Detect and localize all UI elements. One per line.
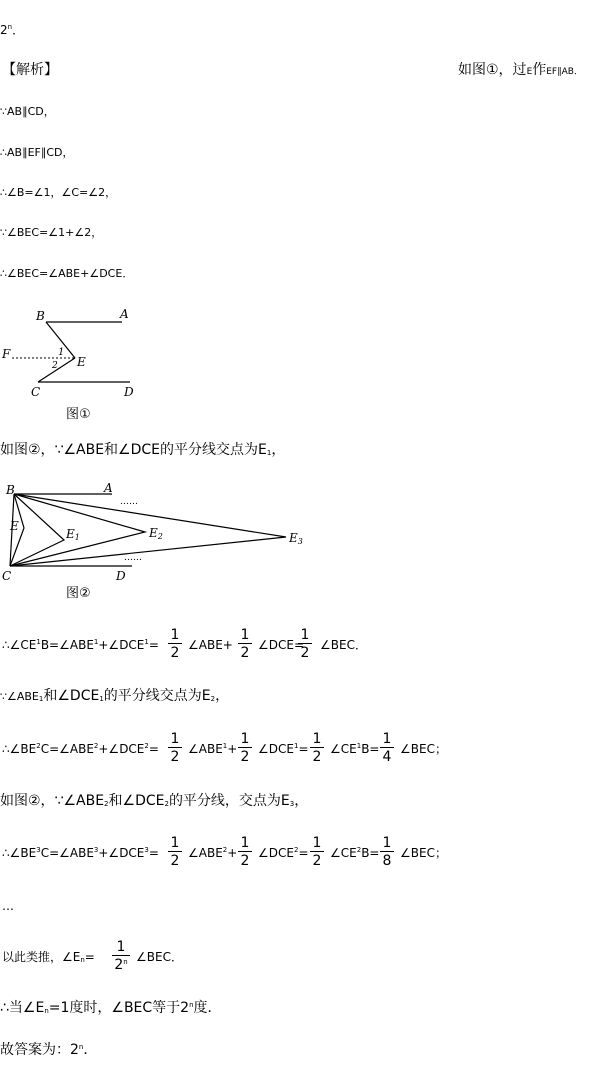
point-b-label: B [6,483,15,497]
fraction-half: $\frac{1}{2}$ [310,731,324,766]
point-a-label: A [120,307,129,321]
eq3-term-3: $\angle CE^2B=$ [330,846,380,860]
answer-top [0,22,24,38]
line-5: ∴∠BEC=∠ABE+∠DCE． [0,267,134,280]
line-1: ∵AB∥CD， [0,105,55,118]
analysis-heading: 【解析】 [2,62,58,78]
fraction-half: $\frac{1}{2}$ [168,835,182,870]
line-6-end: ， [271,442,286,458]
eq1-term-1: ∠ABE+ [188,638,233,652]
fraction-half: $\frac{1}{2}$ [168,627,182,662]
point-c-label: C [2,569,12,580]
fraction-eighth: $\frac{1}{8}$ [380,835,394,870]
final-answer: 故答案为：2$^n$． [0,1042,98,1058]
point-e2-label: E2 [149,526,163,541]
figure-2-diagram [0,480,310,580]
eq3-term-1: $\angle ABE^2+$ [188,846,238,860]
eq3-term-2: $\angle DCE^2=$ [258,846,309,860]
ellipsis: … [2,899,14,913]
analog-lhs: 以此类推，$\angle E_n=$ [2,950,95,964]
line-6-text: 如图②，∵∠ABE和∠DCE的平分线交点为E [0,442,267,458]
line-10: 如图②，$\because\angle ABE_2$和$\angle DCE_2$的平分线，交点为$E_3$， [0,793,309,809]
dots-bottom: …… [124,553,142,563]
figure-1-diagram [0,300,160,402]
eq2-term-3: $\angle CE^1B=$ [330,742,380,756]
point-c-label: C [31,385,41,399]
point-e1-label: E1 [66,527,80,542]
figure-1-caption: 图① [66,407,91,422]
analog-rhs: ∠BEC． [136,950,183,964]
fraction-one-over-2n: $\frac{1}{2^n}$ [112,939,130,974]
line-4: ∵∠BEC=∠1+∠2， [0,226,103,239]
eq2-lhs: $\therefore\angle BE^2C=\angle ABE^2+\angle DCE^2=$ [2,742,159,756]
fraction-half: $\frac{1}{2}$ [298,627,312,662]
point-e3-label: E3 [289,531,303,546]
angle-1-label: 1 [58,347,65,358]
point-f-label: F [2,347,11,361]
line-6 [0,442,285,458]
line-8: $\because\angle ABE_1$和$\angle DCE_1$的平分线交点为$E_2$， [0,688,230,704]
answer-top-base: 2 [0,23,8,37]
intro-text: 如图①，过 [458,62,527,78]
intro-e: E [526,67,533,77]
fraction-half: $\frac{1}{2}$ [310,835,324,870]
point-d-label: D [124,385,134,399]
line-6-sub: 1 [266,449,272,457]
when-line: ∴当$\angle E_n=1$度时，∠BEC等于2$^n$度． [0,1000,222,1016]
point-a-label: A [104,481,113,495]
line-3: ∴∠B=∠1，∠C=∠2， [0,186,117,199]
eq1-term-3: ∠BEC． [320,638,367,652]
intro-text2: 作 [532,62,547,78]
eq1-lhs: $\therefore\angle CE^1B=\angle ABE^1+\angle DCE^1=$ [2,638,159,652]
point-e-label: E [10,519,19,533]
angle-2-label: 2 [52,361,58,371]
intro-right [458,62,583,80]
point-d-label: D [116,569,126,580]
figure-2-caption: 图② [66,586,91,601]
dots-top: …… [120,497,138,507]
fraction-half: $\frac{1}{2}$ [238,731,252,766]
point-e-label: E [77,355,86,369]
fraction-quarter: $\frac{1}{4}$ [380,731,394,766]
answer-top-exp: n [7,23,13,31]
eq2-term-2: $\angle DCE^1=$ [258,742,309,756]
point-b-label: B [36,309,45,323]
eq2-term-1: $\angle ABE^1+$ [188,742,238,756]
eq1-term-2: ∠DCE= [258,638,305,652]
answer-top-end: ． [12,23,25,37]
fraction-half: $\frac{1}{2}$ [238,835,252,870]
eq3-lhs: $\therefore\angle BE^3C=\angle ABE^3+\angle DCE^3=$ [2,846,159,860]
eq3-term-4: ∠BEC； [400,846,447,860]
fraction-half: $\frac{1}{2}$ [238,627,252,662]
fraction-half: $\frac{1}{2}$ [168,731,182,766]
intro-ef: EF∥AB． [546,67,583,77]
line-2: ∴AB∥EF∥CD， [0,146,74,159]
eq2-term-4: ∠BEC； [400,742,447,756]
